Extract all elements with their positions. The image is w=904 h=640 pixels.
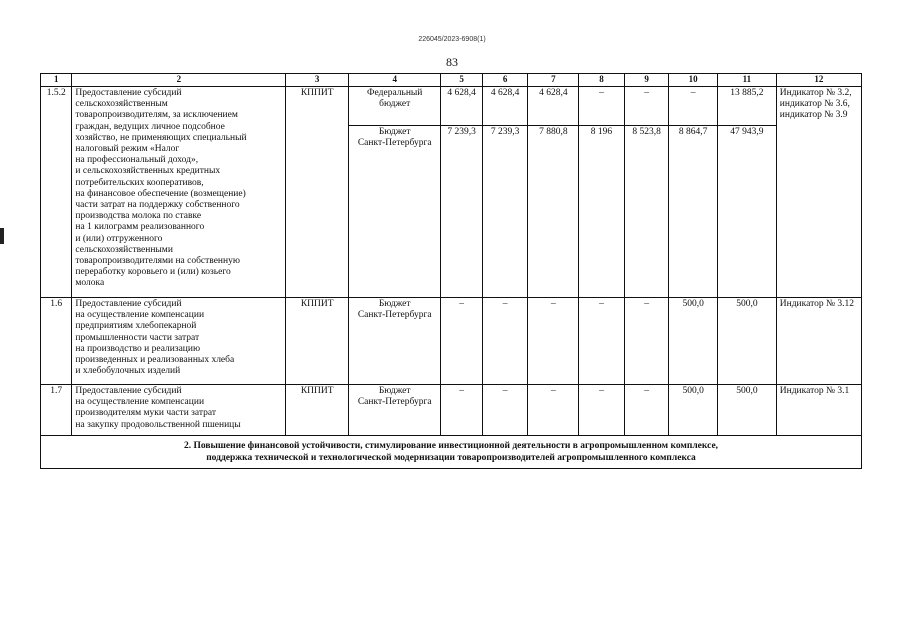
col-header: 2 [72,74,286,87]
value-cell: – [579,298,625,385]
value-cell: – [441,298,483,385]
col-header: 6 [482,74,528,87]
section-row [41,436,862,469]
value-cell: 500,0 [718,385,777,436]
col-header: 8 [579,74,625,87]
col-header: 10 [669,74,718,87]
funding-source: Федеральный бюджет [349,87,441,126]
table-row [41,298,862,385]
col-header: 5 [441,74,483,87]
table-row [41,385,862,436]
page-number: 83 [446,55,458,69]
value-cell: 7 239,3 [441,126,483,298]
program-table [40,73,862,469]
value-cell: – [528,298,579,385]
value-cell: 8 523,8 [624,126,669,298]
column-header-row [41,74,862,87]
col-header: 3 [286,74,349,87]
section-heading: 2. Повышение финансовой устойчивости, стимулирование инвестиционной деятельности в агропромышленном комплексе, поддержка технической и технологической модернизации товаропроизводителей агропромышленного комплекса [41,436,862,469]
funding-source: Бюджет Санкт-Петербурга [349,298,441,385]
indicator: Индикатор № 3.12 [776,298,861,385]
value-cell: – [669,87,718,126]
value-cell: – [624,385,669,436]
measure-description: Предоставление субсидий на осуществление компенсации производителям муки части затрат на закупку продовольственной пшеницы [72,385,286,436]
measure-description: Предоставление субсидий сельскохозяйственным товаропроизводителям, за исключением граждан, ведущих личное подсобное хозяйство, не применяющих специальный налоговый режим «Налог на профессиональный доход», и сельскохозяйственных кредитных потребительских кооперативов, на финансовое обеспечение (возмещение) части затрат на поддержку собственного производства молока по ставке на 1 килограмм реализованного и (или) отгруженного сельскохозяйственными товаропроизводителями на собственную переработку коровьего и (или) козьего молока [72,87,286,298]
value-cell: 47 943,9 [718,126,777,298]
value-cell: – [579,87,625,126]
value-cell: – [528,385,579,436]
row-number: 1.7 [41,385,72,436]
measure-description: Предоставление субсидий на осуществление компенсации предприятиям хлебопекарной промышленности части затрат на производство и реализацию произведенных и реализованных хлеба и хлебобулочных изделий [72,298,286,385]
row-number: 1.6 [41,298,72,385]
value-cell: 500,0 [669,385,718,436]
indicator: Индикатор № 3.1 [776,385,861,436]
indicator: Индикатор № 3.2, индикатор № 3.6, индикатор № 3.9 [776,87,861,298]
executor: КППИТ [286,298,349,385]
table-row [41,87,862,126]
row-number: 1.5.2 [41,87,72,298]
col-header: 9 [624,74,669,87]
value-cell: – [624,298,669,385]
value-cell: 500,0 [669,298,718,385]
funding-source: Бюджет Санкт-Петербурга [349,126,441,298]
value-cell: – [441,385,483,436]
value-cell: 4 628,4 [441,87,483,126]
col-header: 1 [41,74,72,87]
executor: КППИТ [286,385,349,436]
value-cell: – [482,385,528,436]
value-cell: 7 239,3 [482,126,528,298]
col-header: 7 [528,74,579,87]
value-cell: 13 885,2 [718,87,777,126]
executor: КППИТ [286,87,349,298]
col-header: 11 [718,74,777,87]
col-header: 12 [776,74,861,87]
value-cell: – [482,298,528,385]
value-cell: – [579,385,625,436]
col-header: 4 [349,74,441,87]
document-id: 226045/2023-6908(1) [418,36,486,43]
value-cell: 500,0 [718,298,777,385]
value-cell: 7 880,8 [528,126,579,298]
value-cell: 4 628,4 [482,87,528,126]
value-cell: 8 864,7 [669,126,718,298]
value-cell: 4 628,4 [528,87,579,126]
scan-edge-mark [0,228,4,244]
value-cell: 8 196 [579,126,625,298]
funding-source: Бюджет Санкт-Петербурга [349,385,441,436]
value-cell: – [624,87,669,126]
